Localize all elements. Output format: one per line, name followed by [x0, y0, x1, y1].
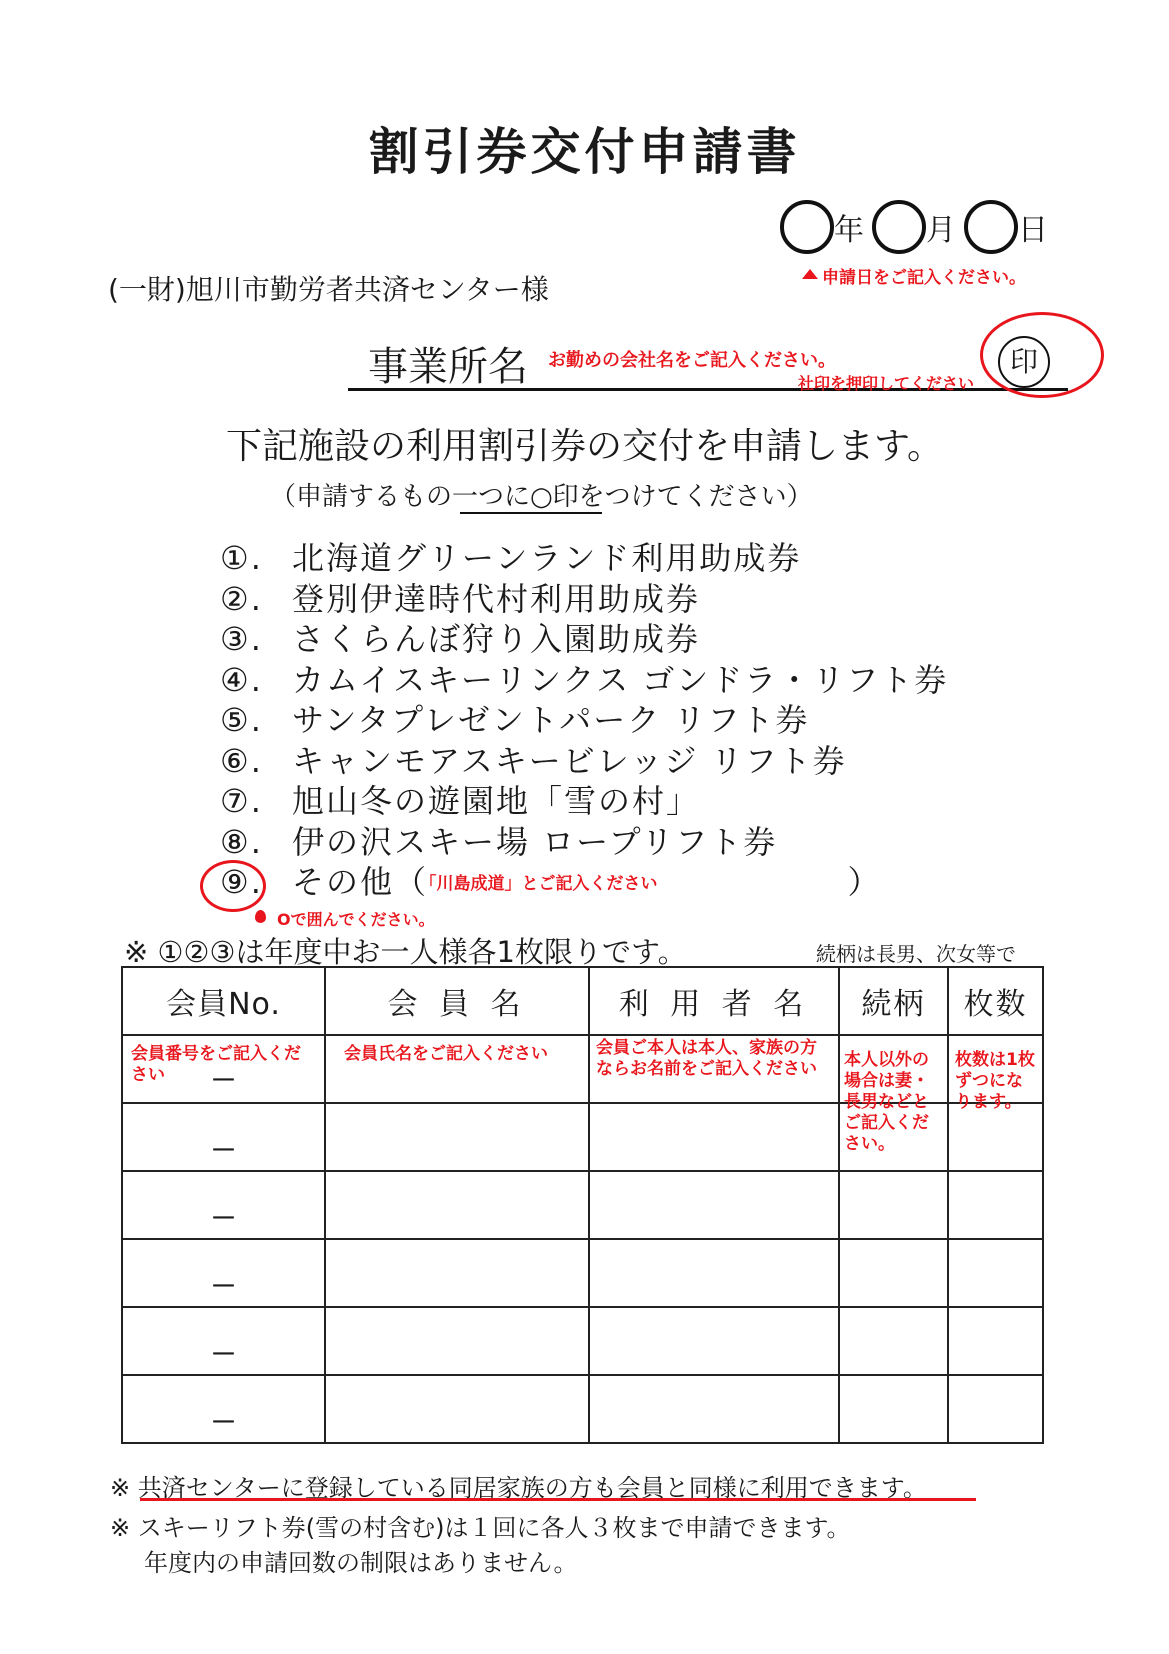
member-name-cell[interactable] — [325, 1103, 589, 1171]
user-name-cell[interactable] — [589, 1103, 839, 1171]
user-name-cell[interactable] — [589, 1307, 839, 1375]
header-relation: 続柄 — [839, 967, 948, 1035]
sub-instruction-underline — [460, 512, 602, 514]
company-label: 事業所名 — [368, 344, 528, 390]
relation-cell[interactable] — [839, 1375, 948, 1443]
count-cell[interactable] — [948, 1375, 1043, 1443]
count-cell[interactable]: 枚数は1枚ずつになります。 — [948, 1035, 1043, 1103]
count-cell[interactable] — [948, 1171, 1043, 1239]
table-row — [122, 1307, 1043, 1375]
count-cell[interactable] — [948, 1239, 1043, 1307]
option-item[interactable]: ⑦. 旭山冬の遊園地「雪の村」 — [220, 782, 701, 820]
table-row — [122, 1035, 1043, 1103]
lead-text: 下記施設の利用割引券の交付を申請します。 — [225, 426, 944, 467]
month-circle[interactable] — [872, 200, 926, 254]
seal-highlight-circle — [980, 312, 1104, 398]
option-item[interactable]: ⑥. キャンモアスキービレッジ リフト券 — [220, 741, 847, 780]
circle-hint: Oで囲んでください。 — [277, 910, 435, 929]
member-name-cell[interactable] — [325, 1239, 589, 1307]
limit-note: ※ ①②③は年度中お一人様各1枚限りです。 — [124, 935, 687, 969]
member-no-cell[interactable]: 会員番号をご記入ください － — [122, 1035, 325, 1103]
day-label: 日 — [1018, 213, 1048, 248]
member-name-cell[interactable] — [325, 1171, 589, 1239]
member-no-cell[interactable]: － — [122, 1239, 325, 1307]
form-title: 割引券交付申請書 — [368, 122, 801, 181]
date-field — [780, 198, 1080, 250]
addressee: (一財)旭川市勤労者共済センター様 — [108, 273, 549, 306]
ticket-options — [220, 538, 948, 903]
year-label: 年 — [834, 213, 864, 248]
table-row — [122, 1375, 1043, 1443]
arrow-up-icon — [802, 269, 818, 279]
table-header-row — [122, 967, 1043, 1035]
option-item[interactable]: ①. 北海道グリーンランド利用助成券 — [220, 539, 802, 577]
table-row — [122, 1171, 1043, 1239]
option-item[interactable]: ⑤. サンタプレゼントパーク リフト券 — [220, 701, 810, 739]
other-hint: 「川島成道」とご記入ください — [428, 873, 658, 894]
application-table — [121, 966, 1044, 1444]
footer-note-ski: ※ スキーリフト券(雪の村含む)は１回に各人３枚まで申請できます。 — [110, 1514, 851, 1542]
footer-note-limit: 年度内の申請回数の制限はありません。 — [144, 1549, 578, 1577]
footer-note-underline — [140, 1498, 976, 1501]
year-circle[interactable] — [780, 200, 834, 254]
seal-stamp-icon: 印 — [998, 336, 1050, 388]
option-item-other[interactable]: ⑨. その他（「川島成道」とご記入ください ） — [220, 863, 882, 901]
count-cell[interactable] — [948, 1103, 1043, 1171]
footer-note-family: ※ 共済センターに登録している同居家族の方も会員と同様に利用できます。 — [110, 1474, 927, 1502]
relation-cell[interactable] — [839, 1307, 948, 1375]
header-count: 枚数 — [948, 967, 1043, 1035]
sub-instruction: （申請するもの一つに○印をつけてください） — [270, 482, 813, 512]
member-no-cell[interactable]: － — [122, 1171, 325, 1239]
relation-cell[interactable] — [839, 1239, 948, 1307]
relation-cell[interactable] — [839, 1171, 948, 1239]
company-hint: お勤めの会社名をご記入ください。 — [548, 350, 836, 371]
option-item[interactable]: ③. さくらんぼ狩り入園助成券 — [220, 620, 701, 658]
selected-option-circle — [200, 860, 266, 912]
member-no-cell[interactable]: － — [122, 1307, 325, 1375]
user-name-cell[interactable] — [589, 1171, 839, 1239]
date-hint: 申請日をご記入ください。 — [802, 263, 1026, 288]
member-name-cell[interactable]: 会員氏名をご記入ください — [325, 1035, 589, 1103]
table-row — [122, 1239, 1043, 1307]
relation-note: 続柄は長男、次女等で — [816, 942, 1016, 966]
pointer-drop-icon — [255, 910, 266, 923]
member-no-cell[interactable]: － — [122, 1375, 325, 1443]
option-item[interactable]: ④. カムイスキーリンクス ゴンドラ・リフト券 — [220, 660, 949, 699]
user-name-cell[interactable] — [589, 1375, 839, 1443]
option-item[interactable]: ⑧. 伊の沢スキー場 ロープリフト券 — [220, 822, 778, 861]
count-cell[interactable] — [948, 1307, 1043, 1375]
header-member-no: 会員No. — [122, 967, 325, 1035]
user-name-cell[interactable]: 会員ご本人は本人、家族の方ならお名前をご記入ください — [589, 1035, 839, 1103]
option-item[interactable]: ②. 登別伊達時代村利用助成券 — [220, 579, 701, 618]
day-circle[interactable] — [964, 200, 1018, 254]
seal-hint: 社印を押印してください — [798, 374, 975, 393]
user-name-cell[interactable] — [589, 1239, 839, 1307]
relation-cell[interactable]: 本人以外の場合は妻・長男などとご記入ください。 — [839, 1035, 948, 1103]
month-label: 月 — [926, 213, 956, 248]
member-name-cell[interactable] — [325, 1375, 589, 1443]
header-user-name: 利 用 者 名 — [589, 967, 839, 1035]
member-name-cell[interactable] — [325, 1307, 589, 1375]
header-member-name: 会 員 名 — [325, 967, 589, 1035]
member-no-cell[interactable]: － — [122, 1103, 325, 1171]
